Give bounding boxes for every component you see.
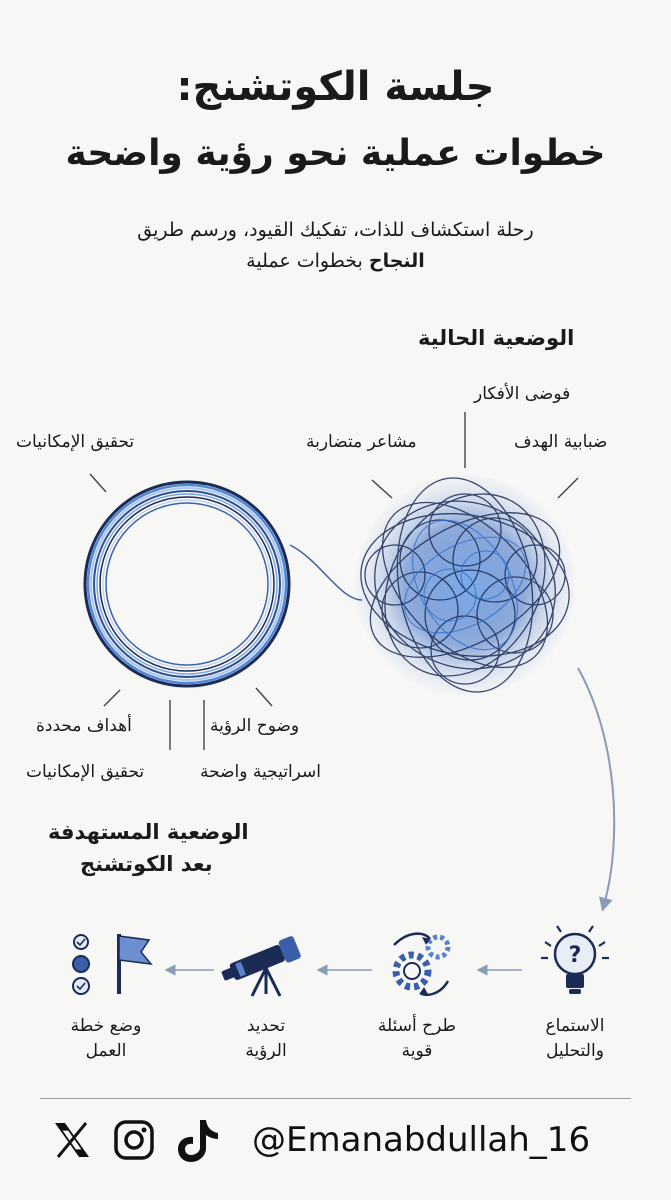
label-clear-vision: وضوح الرؤية (210, 716, 300, 736)
target-state-heading-line1: الوضعية المستهدفة (48, 820, 249, 844)
instagram-icon[interactable] (116, 1122, 152, 1158)
social-handle[interactable]: @Emanabdullah_16 (252, 1120, 591, 1160)
step-action-plan (46, 1014, 166, 1063)
x-logo-icon[interactable] (55, 1123, 89, 1157)
connecting-thread (290, 545, 362, 600)
tiktok-icon[interactable] (178, 1120, 218, 1162)
step-3-line1: تحديد (246, 1016, 286, 1036)
subtitle-rest: بخطوات عملية (246, 250, 369, 272)
step-3-line2: الرؤية (245, 1040, 287, 1061)
page-title-line1: جلسة الكوتشنج: (176, 64, 495, 110)
step-listen-analyze (515, 1014, 635, 1063)
step-define-vision (206, 1014, 326, 1063)
step-4-line2: العمل (85, 1040, 127, 1061)
label-conflicting-feelings: مشاعر متضاربة (306, 432, 417, 452)
step-2-line1: طرح أسئلة (377, 1016, 457, 1036)
tangled-ball-illustration (346, 465, 584, 705)
clean-ring-illustration (85, 482, 289, 686)
step-2-line2: قوية (401, 1040, 433, 1061)
lightbulb-question-icon (541, 926, 609, 994)
subtitle-line1: رحلة استكشاف للذات، تفكيك القيود، ورسم طريق (137, 219, 534, 241)
flow-arrow-down (578, 668, 614, 905)
footer-divider (40, 1098, 631, 1099)
label-clear-strategy: اسراتيجية واضحة (200, 762, 322, 782)
flag-plan-icon (73, 934, 151, 994)
label-achieve-potential: تحقيق الإمكانيات (26, 762, 145, 782)
label-specific-goals: أهداف محددة (36, 716, 132, 736)
step-1-line1: الاستماع (545, 1016, 605, 1036)
step-4-line1: وضع خطة (70, 1016, 142, 1036)
svg-text:?: ? (568, 943, 582, 968)
gears-arrows-icon (394, 934, 448, 995)
telescope-icon (218, 935, 301, 996)
label-chaos: فوضى الأفكار (474, 384, 571, 404)
label-lost-goal: ضبابية الهدف (514, 432, 608, 452)
step-powerful-questions (357, 1014, 477, 1063)
step-1-line2: والتحليل (546, 1040, 604, 1061)
current-state-heading: الوضعية الحالية (418, 326, 575, 350)
label-top-potential: تحقيق الإمكانيات (16, 432, 135, 452)
page-title-line2: خطوات عملية نحو رؤية واضحة (65, 133, 606, 174)
subtitle-bold: النجاح (368, 250, 425, 272)
target-state-heading-line2: بعد الكوتشنج (80, 852, 213, 876)
